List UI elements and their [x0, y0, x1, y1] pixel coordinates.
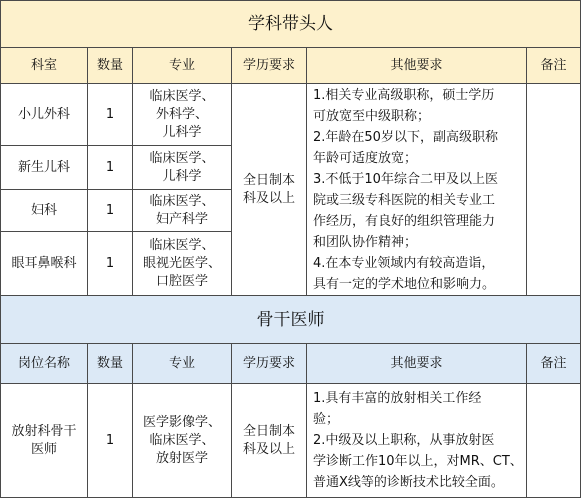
table-row [1, 84, 581, 146]
major-line: 临床医学、 [149, 237, 215, 253]
header-degree: 学历要求 [232, 344, 307, 384]
requirement-line: 院或三级专科医院的相关专业工 [313, 192, 496, 208]
section1-header-row [1, 48, 581, 84]
post-line: 医师 [30, 441, 57, 457]
major-line: 儿科学 [162, 168, 202, 184]
degree-line: 全日制本 [242, 423, 295, 439]
major-line: 外科学、 [155, 106, 208, 122]
requirement-line: 可放宽至中级职称； [313, 108, 431, 124]
header-degree: 学历要求 [232, 48, 307, 84]
requirement-line: 和团队协作精神； [313, 234, 418, 250]
requirements-cell [307, 84, 527, 296]
requirement-line: 学诊断工作10年以上，对MR、CT、 [313, 454, 523, 469]
degree-line: 全日制本 [242, 172, 295, 188]
requirement-line: 年龄可适度放宽； [313, 150, 418, 166]
degree-cell [232, 84, 307, 296]
header-note: 备注 [527, 344, 581, 384]
requirement-line: 具有一定的学术地位和影响力。 [313, 276, 496, 292]
dept-cell: 妇科 [1, 190, 88, 232]
major-cell [133, 232, 232, 296]
requirement-line: 验； [313, 412, 340, 427]
header-qty: 数量 [88, 48, 133, 84]
requirement-line: 4.在本专业领域内有较高造诣， [313, 255, 495, 271]
degree-line: 科及以上 [242, 190, 295, 206]
major-line: 医学影像学、 [142, 414, 221, 430]
header-dept: 科室 [1, 48, 88, 84]
section1-title: 学科带头人 [1, 1, 581, 48]
requirement-line: 作经历，有良好的组织管理能力 [313, 213, 496, 229]
post-line: 放射科骨干 [11, 423, 77, 439]
qty-cell: 1 [88, 232, 133, 296]
table-row [1, 384, 581, 498]
major-line: 口腔医学 [155, 273, 208, 289]
requirement-line: 3.不低于10年综合二甲及以上医 [313, 171, 498, 187]
major-line: 妇产科学 [155, 211, 208, 227]
section2-title: 骨干医师 [1, 296, 581, 344]
major-line: 眼视光医学、 [142, 255, 221, 271]
header-other: 其他要求 [307, 48, 527, 84]
degree-line: 科及以上 [242, 441, 295, 457]
dept-cell: 小儿外科 [1, 84, 88, 146]
header-note: 备注 [527, 48, 581, 84]
note-cell [527, 84, 581, 296]
qty-cell: 1 [88, 84, 133, 146]
major-line: 放射医学 [155, 450, 208, 466]
post-cell [1, 384, 88, 498]
major-line: 儿科学 [162, 124, 202, 140]
major-line: 临床医学、 [149, 432, 215, 448]
requirement-line: 2.中级及以上职称，从事放射医 [313, 433, 495, 448]
major-cell [133, 384, 232, 498]
qty-cell: 1 [88, 190, 133, 232]
requirement-line: 1.具有丰富的放射相关工作经 [313, 391, 482, 406]
major-cell [133, 146, 232, 190]
note-cell [527, 384, 581, 498]
requirement-line: 2.年龄在50岁以下，副高级职称 [313, 129, 498, 145]
major-line: 临床医学、 [149, 150, 215, 166]
header-major: 专业 [133, 344, 232, 384]
major-cell [133, 190, 232, 232]
major-cell [133, 84, 232, 146]
dept-cell: 新生儿科 [1, 146, 88, 190]
header-other: 其他要求 [307, 344, 527, 384]
qty-cell: 1 [88, 146, 133, 190]
requirements-cell [307, 384, 527, 498]
header-post: 岗位名称 [1, 344, 88, 384]
requirement-line: 1.相关专业高级职称，硕士学历 [313, 87, 495, 103]
degree-cell [232, 384, 307, 498]
major-line: 临床医学、 [149, 88, 215, 104]
dept-cell: 眼耳鼻喉科 [1, 232, 88, 296]
section2-header-row [1, 344, 581, 384]
major-line: 临床医学、 [149, 193, 215, 209]
header-qty: 数量 [88, 344, 133, 384]
header-major: 专业 [133, 48, 232, 84]
qty-cell: 1 [88, 384, 133, 498]
requirement-line: 普通X线等的诊断技术比较全面。 [313, 475, 504, 490]
